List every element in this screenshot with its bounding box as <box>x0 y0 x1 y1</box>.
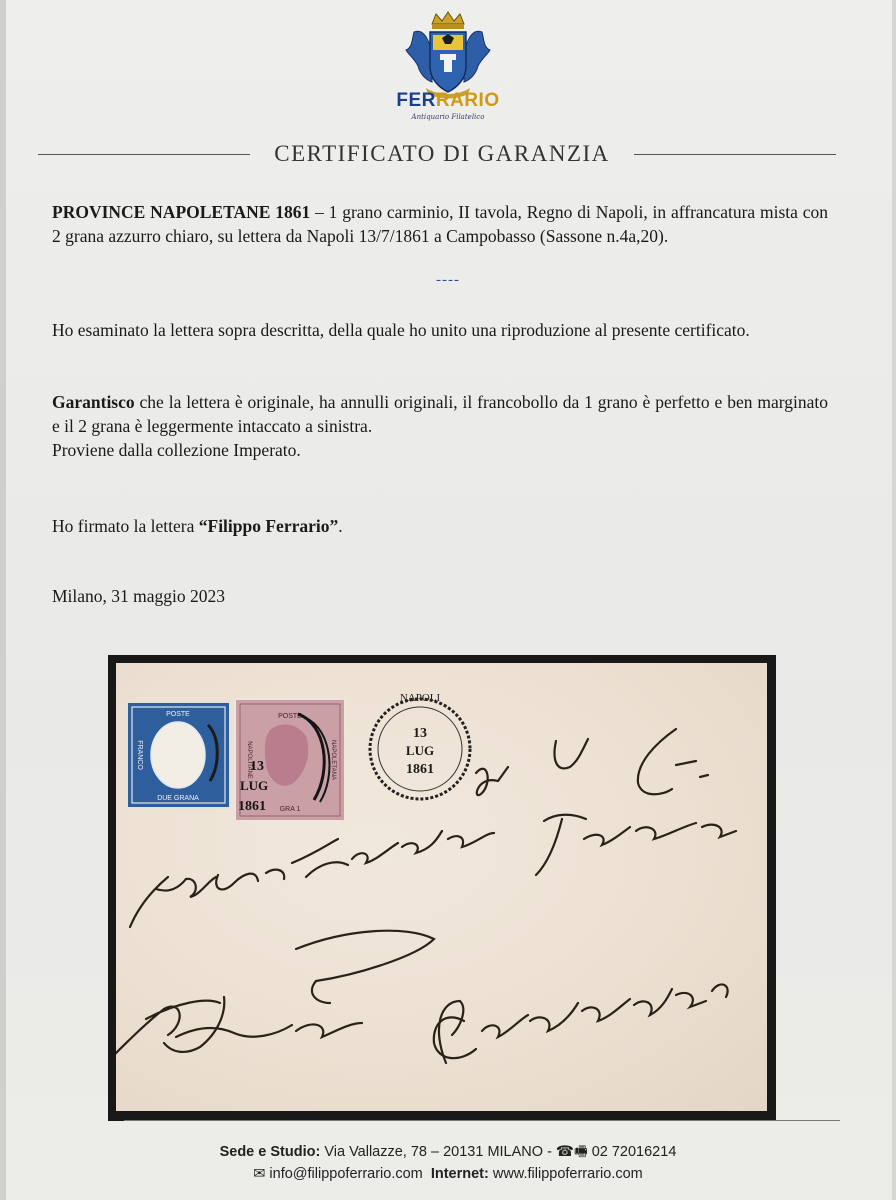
brand-name <box>0 90 896 112</box>
postmark-day: 13 <box>413 726 427 741</box>
cancel-year: 1861 <box>238 799 266 814</box>
signature-statement-before: Ho firmato la lettera <box>52 516 199 536</box>
brand-name-part2: RARIO <box>435 90 500 111</box>
title-row <box>38 141 838 169</box>
footer-address-text: Via Vallazze, 78 – 20131 MILANO - ☎🖷 02 72016214 <box>320 1144 677 1160</box>
footer-address <box>0 1141 896 1166</box>
stamp-blue-left-text: FRANCO <box>136 740 143 770</box>
postmark-month: LUG <box>405 743 435 758</box>
title-rule-left <box>38 154 250 155</box>
place-and-date: Milano, 31 maggio 2023 <box>52 586 226 606</box>
cancel-month: LUG <box>240 778 269 793</box>
footer-rule <box>124 1120 840 1121</box>
footer-website[interactable]: www.filippoferrario.com <box>488 1166 643 1182</box>
napoli-postmark <box>370 692 470 799</box>
postmark-ring-text: NAPOLI <box>399 692 441 704</box>
signature-statement-after: . <box>338 516 343 536</box>
stamp-red-left-text: NAPOLITANE <box>246 741 252 779</box>
footer-contacts <box>0 1166 896 1182</box>
stamp-blue-top-text: POSTE <box>166 711 190 718</box>
footer-address-label: Sede e Studio: <box>219 1144 321 1160</box>
stamp-blue-bottom-text: DUE GRANA <box>157 795 199 802</box>
footer-email[interactable]: ✉ info@filippoferrario.com <box>253 1166 423 1182</box>
item-description-body: – 1 grano carminio, II tavola, Regno di Napoli, in affrancatura mista con 2 grana azzurro chiaro, su lettera da Napoli 13/7/1861 a Campobasso (Sassone n.4a,20). <box>52 202 829 246</box>
brand-name-part1: FER <box>396 90 436 111</box>
item-description-lead: PROVINCE NAPOLETANE 1861 <box>52 202 311 222</box>
stamp-red-right-text: NAPOLETANA <box>330 740 336 780</box>
cancel-day: 13 <box>250 759 264 774</box>
footer-internet-label: Internet: <box>430 1166 489 1182</box>
title-rule-right <box>634 154 836 155</box>
stamp-red-bottom-text: GRA 1 <box>279 806 301 813</box>
signature-statement <box>52 514 828 538</box>
certificate-title: CERTIFICATO DI GARANZIA <box>274 141 610 166</box>
guarantee-statement <box>52 390 828 462</box>
separator: ---- <box>436 272 460 288</box>
provenance-line: Proviene dalla collezione Imperato. <box>52 440 301 460</box>
guarantee-lead: Garantisco <box>52 392 135 412</box>
cover-handwriting <box>116 663 767 1111</box>
cover-letter-image <box>116 663 767 1111</box>
page-edge-right <box>892 0 896 1200</box>
item-description <box>52 200 828 248</box>
page-edge-left <box>0 0 6 1200</box>
examination-statement: Ho esaminato la lettera sopra descritta, della quale ho unito una riproduzione al presente certificato. <box>52 320 750 340</box>
brand-tagline: Antiquario Filatelico <box>411 113 485 121</box>
guarantee-body: che la lettera è originale, ha annulli originali, il francobollo da 1 grano è perfetto e ben marginato e il 2 grana è leggermente intaccato a sinistra. <box>52 392 828 436</box>
postmark-year: 1861 <box>406 762 434 777</box>
stamp-red-top-text: POSTE <box>278 713 302 720</box>
signer-name: “Filippo Ferrario” <box>198 516 339 536</box>
